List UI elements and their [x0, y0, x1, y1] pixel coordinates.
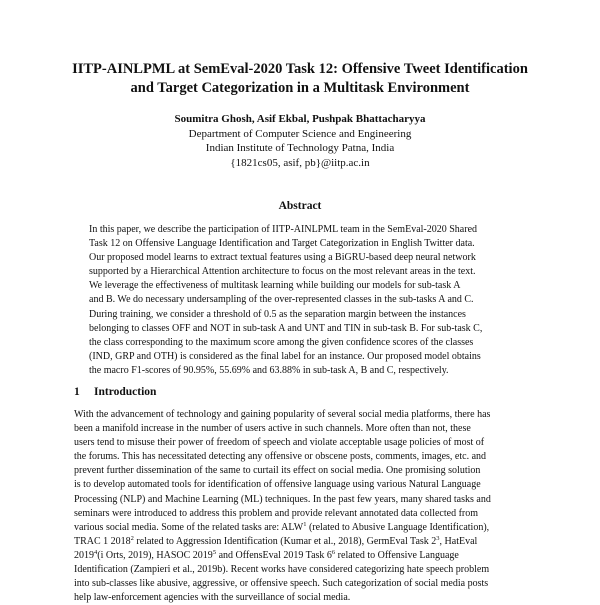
footnote-marker: 6 — [331, 548, 336, 556]
intro-line: Identification (Zampieri et al., 2019b). Recent works have considered categorizing hate speech problem — [74, 564, 490, 576]
author-emails: {1821cs05, asif, pb}@iitp.ac.in — [230, 156, 370, 169]
abstract-line: and B. We do necessary undersampling of the over-represented classes in the sub-tasks A and C. — [89, 294, 474, 306]
author-names: Soumitra Ghosh, Asif Ekbal, Pushpak Bhattacharyya — [174, 113, 426, 125]
intro-line: prevent further dissemination of the same to curtail its effect on social media. One promising solution — [74, 465, 481, 477]
footnote-marker: 4 — [94, 548, 98, 556]
abstract-body — [89, 223, 517, 378]
author-block — [40, 112, 560, 170]
title-line: and Target Categorization in a Multitask Environment — [130, 80, 470, 96]
intro-line-text: 2019 — [74, 549, 94, 561]
abstract-heading: Abstract — [278, 200, 322, 212]
intro-line-text: and OffensEval 2019 Task 6 — [216, 549, 332, 561]
abstract-line: the class corresponding to the maximum score among the given confidence scores of the classes — [89, 336, 474, 348]
paper-title — [40, 60, 560, 98]
section-number: 1 — [74, 386, 80, 398]
intro-line: users tend to misuse their power of freedom of speech and violate acceptable usage policies of most of — [74, 437, 485, 449]
title-line: IITP-AINLPML at SemEval-2020 Task 12: Offensive Tweet Identification — [72, 61, 528, 77]
intro-line: the forums. This has necessitated detecting any offensive or obscene posts, comments, images, etc. and — [74, 451, 487, 463]
introduction-body — [74, 408, 534, 605]
abstract-line: Our proposed model learns to extract textual features using a BiGRU-based deep neural network — [89, 252, 476, 264]
intro-line: into sub-classes like abusive, aggressive, or offensive speech. Such categorization of social media posts — [74, 578, 489, 590]
intro-line: seminars were introduced to address this problem and provide relevant annotated data collected from — [74, 507, 479, 519]
abstract-line: We leverage the effectiveness of multitask learning while building our models for sub-task A — [89, 280, 461, 292]
intro-line: been a manifold increase in the number of users active in such channels. More often than not, these — [74, 423, 471, 435]
intro-line: Processing (NLP) and Machine Learning (ML) techniques. In the past few years, many shared tasks and — [74, 493, 491, 505]
footnote-marker: 1 — [303, 520, 307, 528]
affiliation-department: Department of Computer Science and Engineering — [188, 127, 412, 140]
abstract-line: (IND, GRP and OTH) is considered as the final label for an instance. Our proposed model obtains — [89, 350, 481, 362]
footnote-marker: 5 — [212, 548, 217, 556]
intro-line-text: TRAC 1 2018 — [74, 535, 131, 547]
intro-line: With the advancement of technology and gaining popularity of several social media platforms, there has — [74, 409, 491, 420]
abstract-line: In this paper, we describe the participation of IITP-AINLPML team in the SemEval-2020 Shared — [89, 224, 478, 235]
abstract-line: During training, we consider a threshold of 0.5 as the separation margin between the instances — [89, 308, 466, 320]
intro-line-text: (related to Abusive Language Identification), — [306, 521, 490, 533]
intro-line-text: (i Orts, 2019), HASOC 2019 — [97, 549, 213, 561]
intro-line — [74, 549, 534, 563]
abstract-line: belonging to classes OFF and NOT in sub-task A and UNT and TIN in sub-task B. For sub-task C, — [89, 322, 483, 334]
intro-line — [74, 535, 534, 549]
intro-line-text: related to Aggression Identification (Kumar et al., 2018), GermEval Task 2 — [133, 535, 437, 547]
section-title: Introduction — [94, 386, 157, 398]
intro-line — [74, 521, 534, 535]
abstract-line: supported by a Hierarchical Attention architecture to focus on the most relevant areas in the text. — [89, 266, 476, 278]
abstract-line: Task 12 on Offensive Language Identification and Target Categorization in English Twitter data. — [89, 238, 475, 250]
intro-line: is to develop automated tools for identification of offensive language using various Natural Language — [74, 479, 481, 491]
abstract-line: the macro F1-scores of 90.95%, 55.69% and 63.88% in sub-task A, B and C, respectively. — [89, 364, 449, 376]
footnote-marker: 3 — [436, 534, 440, 542]
section-heading-introduction — [74, 386, 156, 398]
intro-line: help law-enforcement agencies with the surveillance of social media. — [74, 592, 351, 604]
affiliation-institute: Indian Institute of Technology Patna, India — [205, 142, 395, 154]
footnote-marker: 2 — [130, 534, 134, 542]
intro-line-text: various social media. Some of the related tasks are: ALW — [74, 521, 304, 533]
intro-line-text: , HatEval — [439, 535, 478, 547]
intro-line-text: related to Offensive Language — [335, 549, 459, 561]
